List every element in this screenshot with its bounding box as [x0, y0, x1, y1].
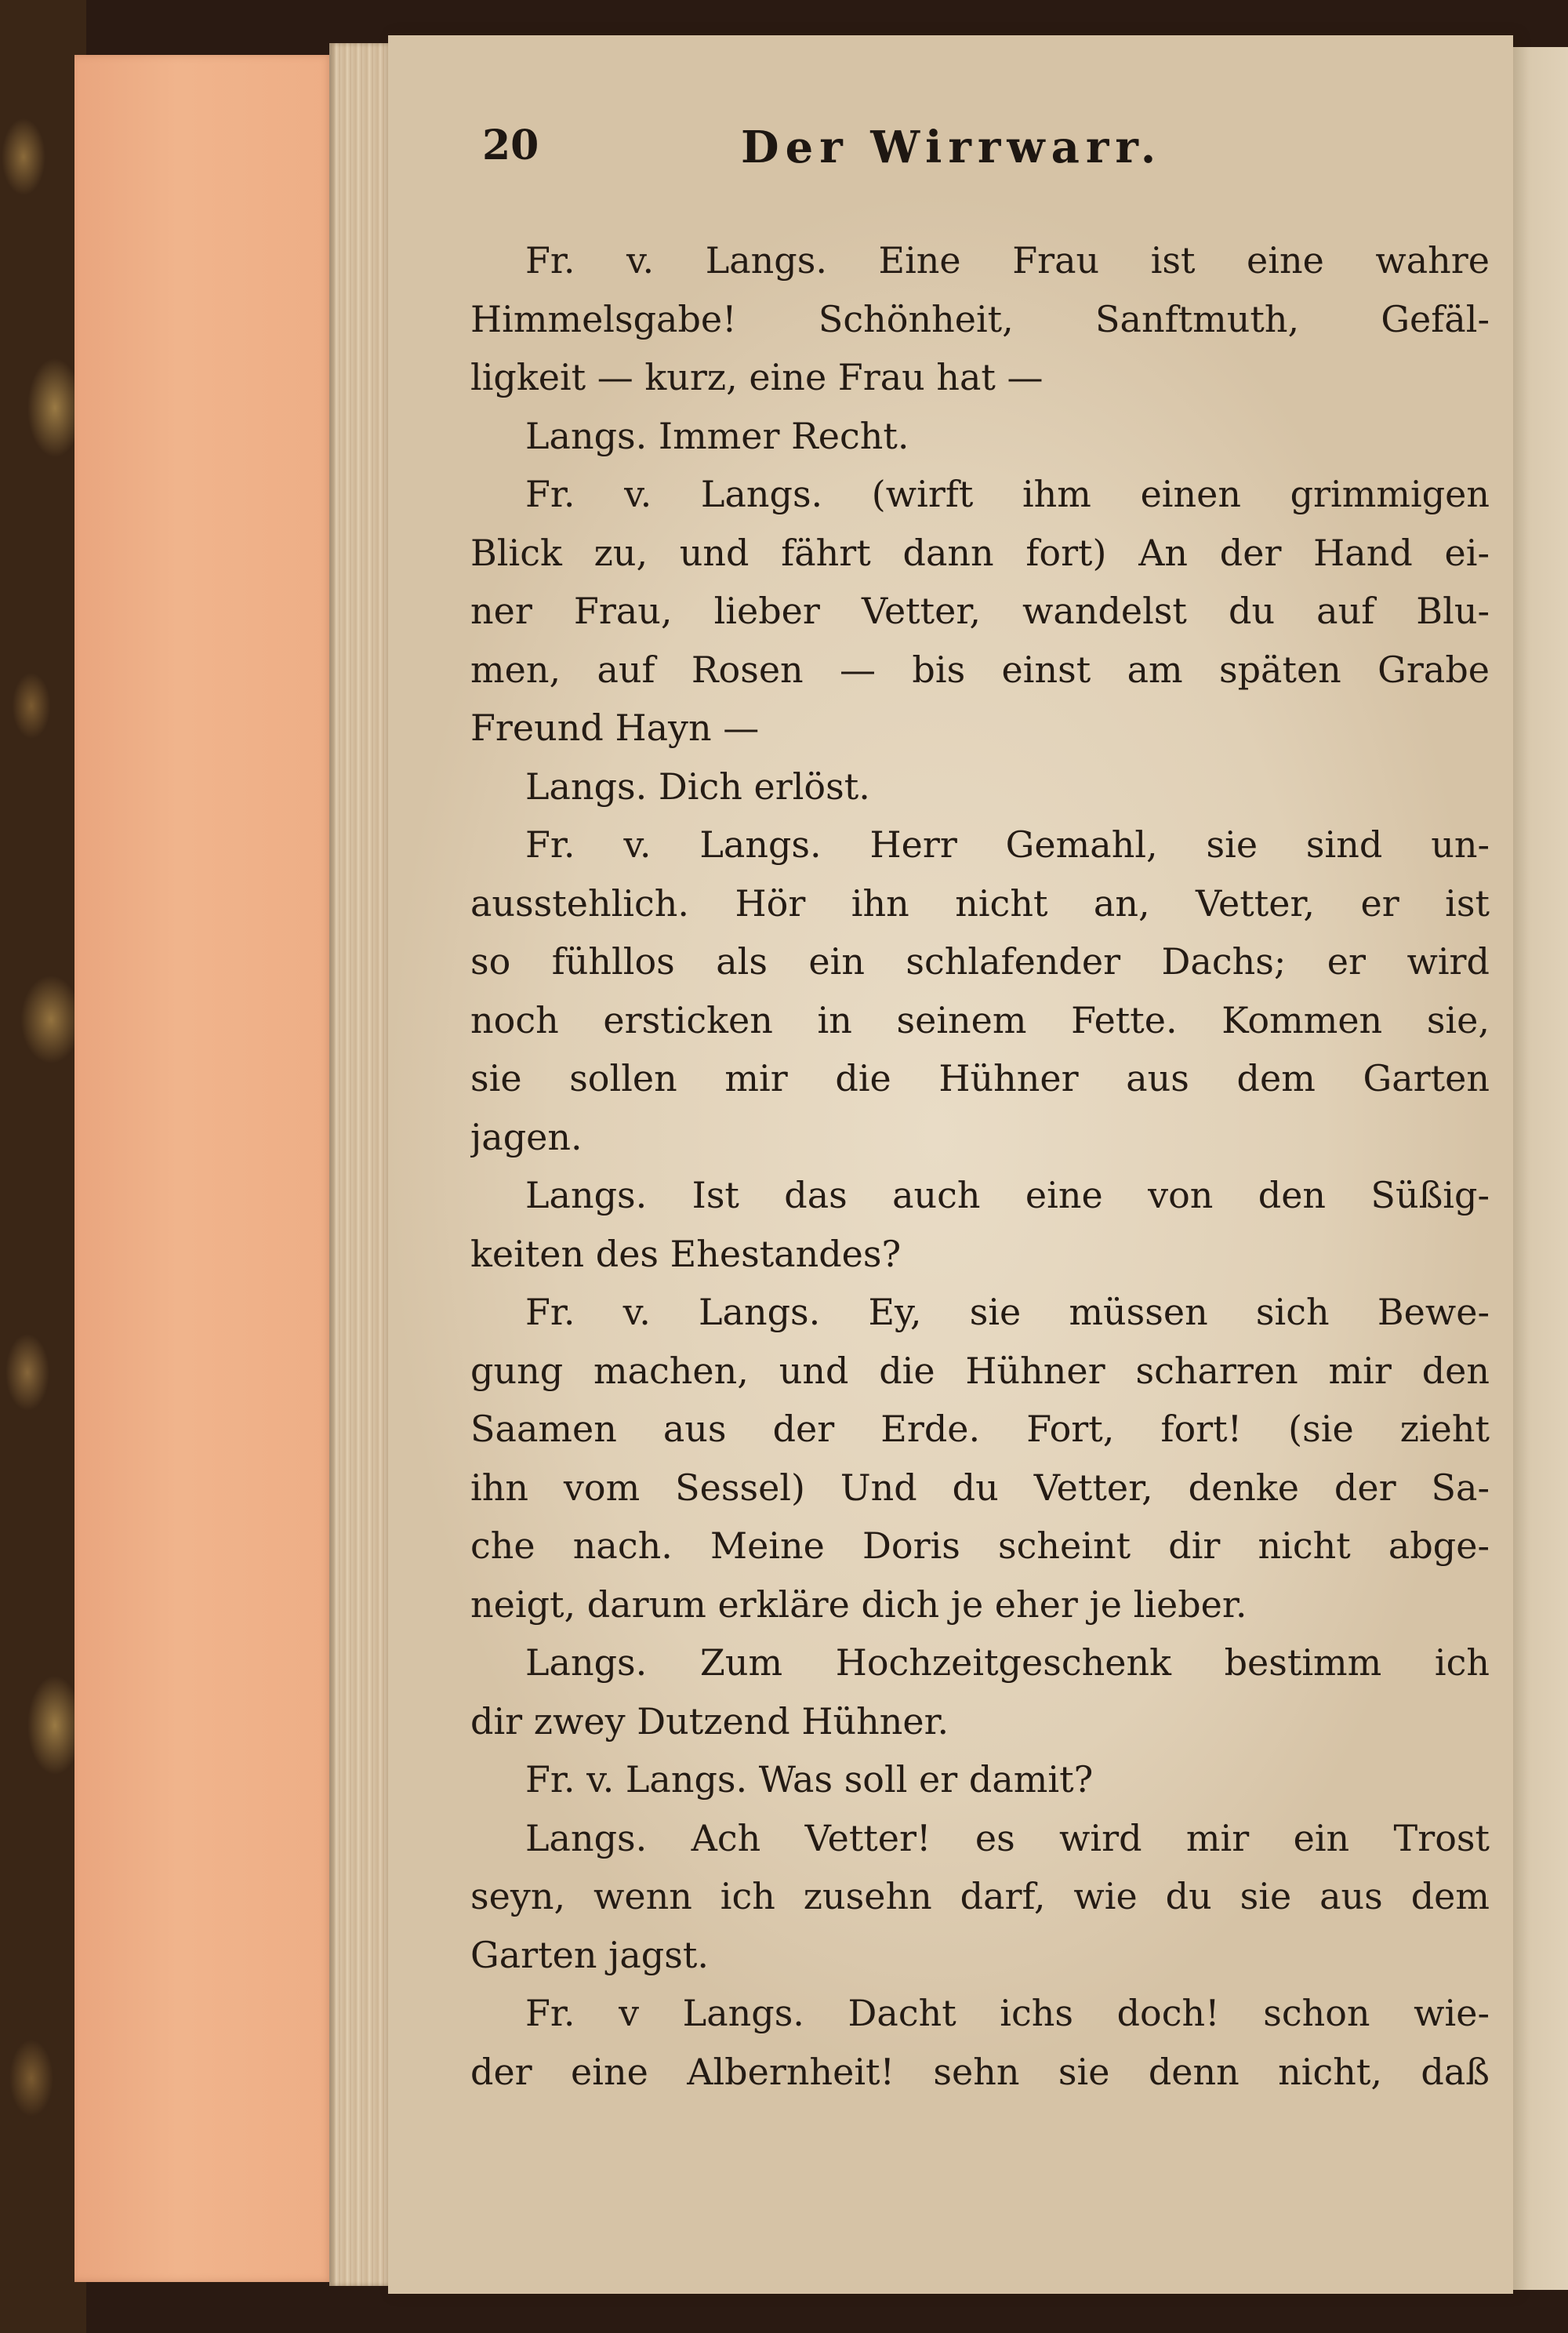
page-edges: [329, 43, 392, 2286]
text-line: Fr. v. Langs. Was soll er damit?: [525, 1758, 1094, 1801]
text-line: Fr. v. Langs. (wirft ihm einen grimmigen: [525, 473, 1490, 515]
text-line: Himmelsgabe! Schönheit, Sanftmuth, Gefäl-: [470, 297, 1490, 340]
text-line: Garten jagst.: [470, 1933, 709, 1976]
text-line: dir zwey Dutzend Hühner.: [470, 1699, 949, 1742]
text-line: noch ersticken in seinem Fette. Kommen sie,: [470, 998, 1490, 1041]
text-line: Langs. Ist das auch eine von den Süßig-: [525, 1174, 1490, 1216]
text-line: Fr. v. Langs. Herr Gemahl, sie sind un-: [525, 823, 1490, 866]
text-line: Fr. v. Langs. Ey, sie müssen sich Bewe-: [525, 1291, 1490, 1333]
text-line: Langs. Zum Hochzeitgeschenk bestimm ich: [525, 1641, 1490, 1684]
text-line: gung machen, und die Hühner scharren mir den: [470, 1349, 1490, 1392]
text-line: Langs. Immer Recht.: [525, 414, 909, 457]
running-title: Der Wirrwarr.: [741, 122, 1163, 173]
page-number: 20: [482, 122, 539, 169]
book-cover-board: [0, 0, 86, 2333]
text-line: neigt, darum erkläre dich je eher je lieber.: [470, 1583, 1247, 1626]
text-line: so fühllos als ein schlafender Dachs; er wird: [470, 940, 1490, 983]
page-header: [482, 122, 1494, 192]
text-line: men, auf Rosen — bis einst am späten Grabe: [470, 648, 1490, 691]
text-line: seyn, wenn ich zusehn darf, wie du sie aus dem: [470, 1875, 1490, 1917]
next-page-edge: [1513, 47, 1568, 2290]
text-line: keiten des Ehestandes?: [470, 1232, 902, 1275]
text-line: Fr. v. Langs. Eine Frau ist eine wahre: [525, 239, 1490, 282]
text-line: Freund Hayn —: [470, 707, 760, 749]
text-line: Blick zu, und fährt dann fort) An der Hand ei-: [470, 531, 1490, 574]
text-line: der eine Albernheit! sehn sie denn nicht, daß: [470, 2050, 1490, 2093]
endpaper: [74, 55, 333, 2282]
text-line: ausstehlich. Hör ihn nicht an, Vetter, er ist: [470, 881, 1490, 925]
text-line: che nach. Meine Doris scheint dir nicht abge-: [470, 1524, 1490, 1567]
text-line: Fr. v Langs. Dacht ichs doch! schon wie-: [525, 1992, 1490, 2034]
text-line: Langs. Dich erlöst.: [525, 765, 870, 808]
text-line: sie sollen mir die Hühner aus dem Garten: [470, 1057, 1490, 1099]
text-line: Saamen aus der Erde. Fort, fort! (sie zieht: [470, 1408, 1490, 1450]
text-line: ihn vom Sessel) Und du Vetter, denke der Sa-: [470, 1466, 1490, 1509]
text-line: ner Frau, lieber Vetter, wandelst du auf Blu-: [470, 590, 1490, 632]
text-line: ligkeit — kurz, eine Frau hat —: [470, 356, 1044, 398]
page-text: [470, 231, 1490, 2101]
text-line: jagen.: [470, 1115, 583, 1158]
text-line: Langs. Ach Vetter! es wird mir ein Trost: [525, 1816, 1490, 1859]
